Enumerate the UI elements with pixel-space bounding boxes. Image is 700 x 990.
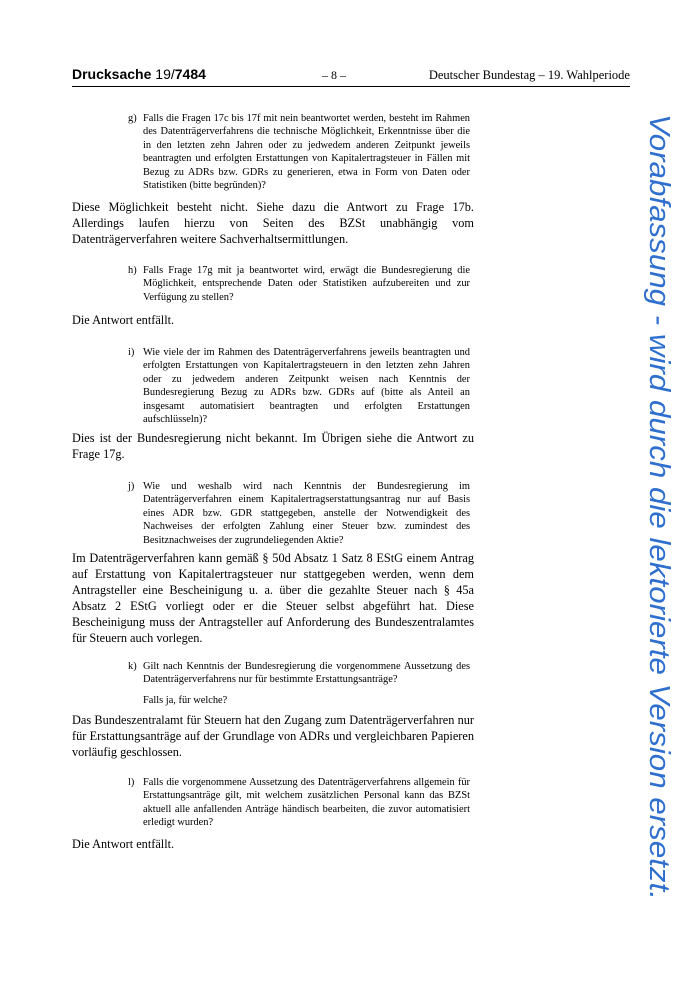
- question-label: h): [128, 265, 137, 276]
- question-text: Falls die vorgenommene Aussetzung des Datenträgerverfahrens allgemein für Erstattungsanträge gilt, mit welchem zusätzlichen Personal kann das BZSt aktuell alle anfallenden Anträge händisch bearbeiten, die zuvor automatisiert erledigt wurden?: [143, 777, 470, 829]
- question-text: Falls Frage 17g mit ja beantwortet wird, erwägt die Bundesregierung die Möglichkeit, entsprechende Daten oder Statistiken aufzubereiten und zur Verfügung zu stellen?: [143, 265, 470, 303]
- answer-g: [72, 199, 474, 247]
- question-i: [128, 346, 470, 426]
- question-j: [128, 480, 470, 547]
- watermark-text: Vorabfassung - wird durch die lektorierte Version ersetzt.: [643, 114, 675, 843]
- draft-watermark: [636, 112, 682, 902]
- question-k: [128, 660, 470, 707]
- answer-l: [72, 836, 474, 852]
- question-h: [128, 264, 470, 304]
- question-label: k): [128, 661, 137, 672]
- question-label: l): [128, 777, 135, 788]
- answer-h: [72, 312, 474, 328]
- document-number-value: 7484: [174, 66, 206, 82]
- question-text: Gilt nach Kenntnis der Bundesregierung die vorgenommene Aussetzung des Datenträgerverfahrens nur für bestimmte Erstattungsanträge?: [143, 661, 470, 686]
- question-label: i): [128, 347, 135, 358]
- answer-text: Das Bundeszentralamt für Steuern hat den Zugang zum Datenträgerverfahren nur für Erstattungsanträge auf der Grundlage von ADRs und vergleichbaren Papieren vorläufig geschlossen.: [72, 713, 474, 759]
- answer-text: Dies ist der Bundesregierung nicht bekannt. Im Übrigen siehe die Antwort zu Frage 17g.: [72, 431, 474, 461]
- page-header: [72, 64, 630, 87]
- question-text: Falls die Fragen 17c bis 17f mit nein beantwortet werden, besteht im Rahmen des Datenträgerverfahrens die technische Möglichkeit, Erkenntnisse über die in den letzten zehn Jahren oder zu jedwedem anderen Zeitpunkt jeweils beantragten und erfolgten Erstattungen von Kapitalertragsteuer in Fällen mit Bezug zu ADRs bzw. GDRs zu generieren, etwa in Form von Daten oder Statistiken (bitte begründen)?: [143, 113, 470, 192]
- answer-text: Im Datenträgerverfahren kann gemäß § 50d Absatz 1 Satz 8 EStG einem Antrag auf Erstattung von Kapitalertragsteuer nur stattgegeben werden, wenn dem Antragsteller eine Bescheinigung u. a. über die gezahlte Steuer nach § 45a Absatz 2 EStG vorliegt oder er die Steuer selbst abgeführt hat. Diese Bescheinigung muss der Antragsteller auf Anforderung des Bundeszentralamtes für Steuern auch vorlegen.: [72, 551, 474, 645]
- document-number: [72, 66, 206, 82]
- question-followup: Falls ja, für welche?: [143, 694, 228, 706]
- question-g: [128, 112, 470, 192]
- answer-text: Diese Möglichkeit besteht nicht. Siehe dazu die Antwort zu Frage 17b. Allerdings laufen hierzu von Seiten des BZSt unabhängig vom Datenträgerverfahren weitere Sachverhaltsermittlungen.: [72, 200, 474, 246]
- answer-text: Die Antwort entfällt.: [72, 837, 175, 851]
- institution-name: Deutscher Bundestag – 19. Wahlperiode: [428, 68, 630, 82]
- question-label: j): [128, 481, 135, 492]
- answer-text: Die Antwort entfällt.: [72, 313, 175, 327]
- question-l: [128, 776, 470, 830]
- answer-k: [72, 712, 474, 760]
- page-number: – 8 –: [322, 68, 346, 82]
- answer-j: [72, 550, 474, 646]
- question-text: Wie und weshalb wird nach Kenntnis der Bundesregierung im Datenträgerverfahren einem Kapitalertragserstattungsantrag nur auf Basis eines ADR bzw. GDR stattgegeben, anstelle der Notwendigkeit des Nachweises der erfolgten Zahlung einer Steuer bzw. zumindest des Besitznachweises der zugrundeliegenden Aktie?: [143, 481, 470, 546]
- document-label: Drucksache: [72, 66, 152, 82]
- question-label: g): [128, 113, 137, 124]
- document-number-prefix: 19/: [155, 66, 175, 82]
- answer-i: [72, 430, 474, 462]
- question-text: Wie viele der im Rahmen des Datenträgerverfahrens jeweils beantragten und erfolgten Erstattungen von Kapitalertragsteuern in den letzten zehn Jahren oder zu jedwedem anderen Zeitpunkt weisen nach Kenntnis der Bundesregierung Bezug zu ADRs bzw. GDRs auf (bitte als Anteil an insgesamt automatisiert beantragten und erfolgten Erstattungen aufschlüsseln)?: [143, 347, 470, 426]
